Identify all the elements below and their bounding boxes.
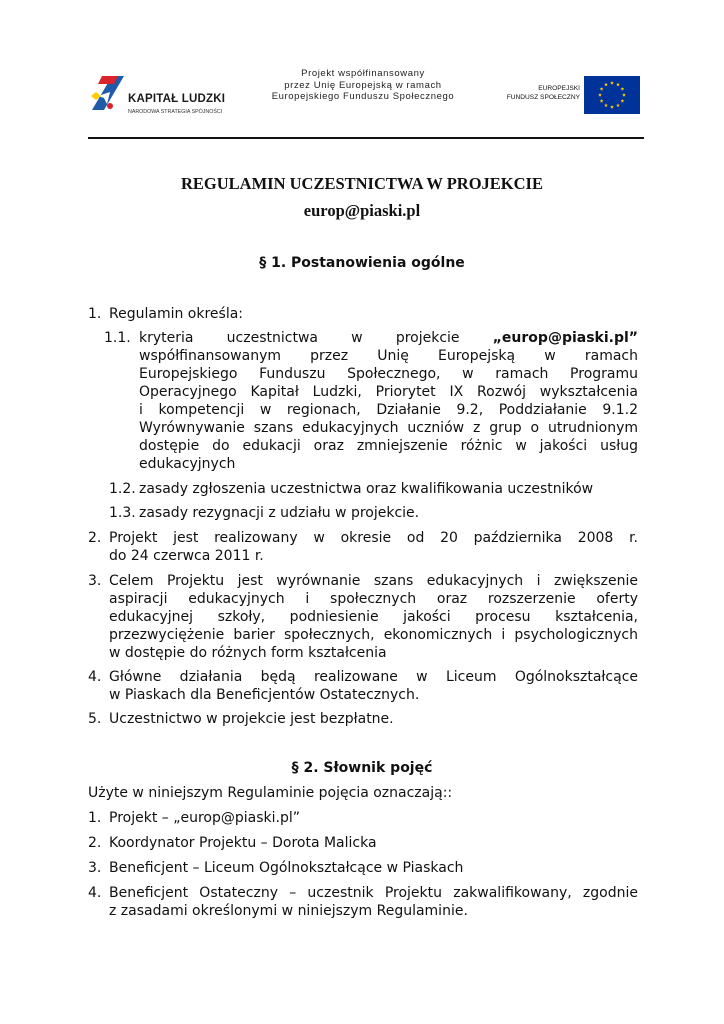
list-item-line: w Piaskach dla Beneficjentów Ostatecznych. — [109, 687, 420, 703]
cofinancing-line: Projekt współfinansowany — [301, 68, 425, 79]
list-item-text: Beneficjent – Liceum Ogólnokształcące w Piaskach — [109, 860, 464, 876]
list-item-line: dostępie do edukacji oraz zmniejszenie różnic w jakości usług — [139, 438, 638, 454]
kapital-ludzki-subtitle: NARODOWA STRATEGIA SPÓJNOŚCI — [128, 109, 223, 115]
kapital-ludzki-logo — [88, 66, 248, 120]
list-item-text: Uczestnictwo w projekcie jest bezpłatne. — [109, 711, 394, 727]
list-item-line: współfinansowanym przez Unię Europejską w ramach — [139, 348, 638, 364]
list-item-line: aspiracji edukacyjnych i społecznych oraz rozszerzenie oferty — [109, 591, 638, 607]
section-2-heading: § 2. Słownik pojęć — [291, 760, 433, 776]
list-item-line: edukacyjnych — [139, 456, 236, 472]
list-item-text: Regulamin określa: — [109, 306, 244, 322]
cofinancing-line: przez Unię Europejską w ramach — [284, 79, 442, 91]
efs-label-line: FUNDUSZ SPOŁECZNY — [506, 94, 580, 101]
list-item-line: i kompetencji w regionach, Działanie 9.2, Poddziałanie 9.1.2 — [139, 402, 638, 418]
kapital-ludzki-emblem-icon — [88, 66, 132, 120]
list-item-line: Projekt jest realizowany w okresie od 20 października 2008 r. — [109, 530, 638, 546]
cofinancing-note — [240, 68, 486, 103]
list-item-line: Wyrównywanie szans edukacyjnych uczniów z grup o utrudnionym — [139, 420, 638, 436]
list-number: 1. — [88, 306, 102, 322]
list-number: 3. — [88, 860, 102, 876]
list-item-text: zasady zgłoszenia uczestnictwa oraz kwalifikowania uczestników — [139, 481, 594, 497]
efs-label — [496, 84, 580, 102]
list-item-line: Główne działania będą realizowane w Liceum Ogólnokształcące — [109, 669, 638, 685]
header-divider — [88, 137, 644, 139]
list-item-text: zasady rezygnacji z udziału w projekcie. — [139, 505, 420, 521]
list-item-text: Koordynator Projektu – Dorota Malicka — [109, 835, 377, 851]
list-number: 1.1. — [104, 330, 131, 346]
list-number: 1.2. — [109, 481, 136, 497]
list-item-lead: kryteria uczestnictwa w projekcie — [139, 330, 493, 346]
document-title: REGULAMIN UCZESTNICTWA W PROJEKCIE — [180, 174, 543, 193]
kapital-ludzki-name: KAPITAŁ LUDZKI — [128, 93, 226, 105]
list-item-line: Operacyjnego Kapitał Ludzki, Priorytet IX Rozwój wykształcenia — [139, 384, 638, 400]
section-1-heading: § 1. Postanowienia ogólne — [259, 255, 465, 271]
efs-label-line: EUROPEJSKI — [538, 85, 580, 92]
list-number: 2. — [88, 835, 102, 851]
list-item-line: Celem Projektu jest wyrównanie szans edukacyjnych i zwiększenie — [109, 573, 638, 589]
list-number: 3. — [88, 573, 102, 589]
list-number: 1. — [88, 810, 102, 826]
list-item-line: do 24 czerwca 2011 r. — [109, 548, 264, 564]
list-number: 2. — [88, 530, 102, 546]
list-number: 5. — [88, 711, 102, 727]
project-name: „europ@piaski.pl” — [492, 330, 638, 346]
document-subtitle: europ@piaski.pl — [303, 201, 421, 220]
list-item-text — [139, 329, 638, 347]
list-item-line: Europejskiego Funduszu Społecznego, w ramach Programu — [139, 366, 638, 382]
list-item-line: z zasadami określonymi w niniejszym Regulaminie. — [109, 903, 468, 919]
list-item-line: przezwyciężenie barier społecznych, ekonomicznych i psychologicznych — [109, 627, 638, 643]
page-header — [88, 58, 644, 122]
list-number: 4. — [88, 885, 102, 901]
cofinancing-line: Europejskiego Funduszu Społecznego — [271, 91, 455, 102]
list-item-line: Beneficjent Ostateczny – uczestnik Projektu zakwalifikowany, zgodnie — [109, 885, 638, 901]
eu-flag-icon — [584, 76, 640, 114]
list-number: 4. — [88, 669, 102, 685]
list-number: 1.3. — [109, 505, 136, 521]
list-item-line: edukacyjnej szkoły, podniesienie jakości procesu kształcenia, — [109, 609, 638, 625]
section-2-intro: Użyte w niniejszym Regulaminie pojęcia oznaczają:: — [88, 785, 453, 801]
list-item-text: Projekt – „europ@piaski.pl” — [109, 810, 300, 826]
list-item-line: w dostępie do różnych form kształcenia — [109, 645, 387, 661]
